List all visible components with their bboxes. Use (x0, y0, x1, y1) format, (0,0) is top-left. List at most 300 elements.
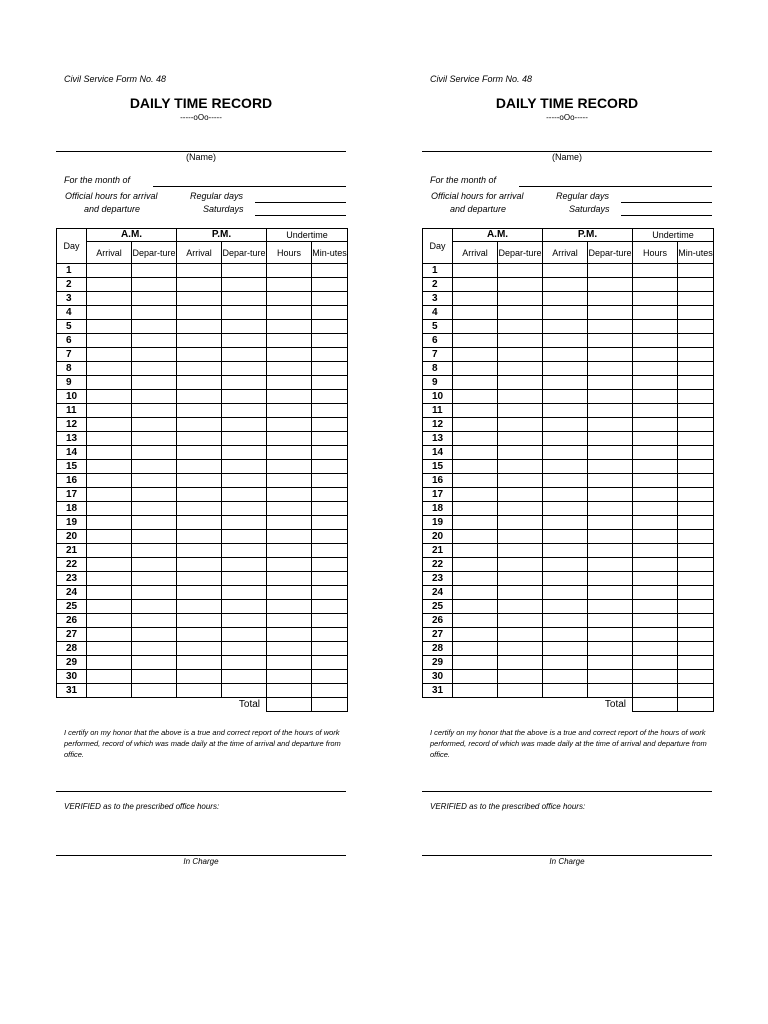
am-arrival-cell[interactable] (87, 278, 132, 292)
pm-arrival-cell[interactable] (177, 292, 222, 306)
am-arrival-cell[interactable] (87, 600, 132, 614)
undertime-minutes-cell[interactable] (312, 614, 348, 628)
am-departure-cell[interactable] (498, 628, 543, 642)
total-minutes-cell[interactable] (678, 698, 714, 712)
undertime-minutes-cell[interactable] (312, 488, 348, 502)
am-departure-cell[interactable] (132, 516, 177, 530)
pm-arrival-cell[interactable] (543, 306, 588, 320)
undertime-minutes-cell[interactable] (312, 474, 348, 488)
undertime-minutes-cell[interactable] (678, 432, 714, 446)
pm-arrival-cell[interactable] (177, 684, 222, 698)
am-departure-cell[interactable] (132, 320, 177, 334)
pm-departure-cell[interactable] (222, 530, 267, 544)
undertime-hours-cell[interactable] (633, 334, 678, 348)
am-arrival-cell[interactable] (87, 614, 132, 628)
undertime-minutes-cell[interactable] (312, 684, 348, 698)
pm-departure-cell[interactable] (588, 614, 633, 628)
undertime-hours-cell[interactable] (633, 656, 678, 670)
am-departure-cell[interactable] (132, 404, 177, 418)
undertime-minutes-cell[interactable] (678, 516, 714, 530)
am-arrival-cell[interactable] (87, 684, 132, 698)
undertime-hours-cell[interactable] (267, 334, 312, 348)
am-departure-cell[interactable] (498, 390, 543, 404)
undertime-hours-cell[interactable] (267, 432, 312, 446)
undertime-minutes-cell[interactable] (678, 628, 714, 642)
am-departure-cell[interactable] (132, 642, 177, 656)
pm-arrival-cell[interactable] (177, 502, 222, 516)
undertime-minutes-cell[interactable] (678, 306, 714, 320)
pm-arrival-cell[interactable] (543, 320, 588, 334)
pm-arrival-cell[interactable] (543, 418, 588, 432)
am-departure-cell[interactable] (132, 628, 177, 642)
total-hours-cell[interactable] (633, 698, 678, 712)
am-departure-cell[interactable] (132, 488, 177, 502)
pm-departure-cell[interactable] (588, 642, 633, 656)
employee-signature-line[interactable] (56, 791, 346, 792)
pm-arrival-cell[interactable] (177, 404, 222, 418)
pm-arrival-cell[interactable] (177, 362, 222, 376)
pm-arrival-cell[interactable] (177, 614, 222, 628)
am-departure-cell[interactable] (498, 572, 543, 586)
undertime-minutes-cell[interactable] (678, 278, 714, 292)
undertime-hours-cell[interactable] (633, 320, 678, 334)
pm-departure-cell[interactable] (588, 460, 633, 474)
undertime-hours-cell[interactable] (267, 670, 312, 684)
pm-departure-cell[interactable] (222, 306, 267, 320)
undertime-minutes-cell[interactable] (312, 376, 348, 390)
am-arrival-cell[interactable] (453, 628, 498, 642)
undertime-minutes-cell[interactable] (312, 320, 348, 334)
am-departure-cell[interactable] (498, 292, 543, 306)
undertime-minutes-cell[interactable] (312, 530, 348, 544)
am-arrival-cell[interactable] (87, 390, 132, 404)
undertime-minutes-cell[interactable] (678, 642, 714, 656)
undertime-hours-cell[interactable] (633, 278, 678, 292)
pm-departure-cell[interactable] (588, 684, 633, 698)
pm-departure-cell[interactable] (588, 656, 633, 670)
pm-arrival-cell[interactable] (177, 306, 222, 320)
pm-departure-cell[interactable] (588, 572, 633, 586)
undertime-minutes-cell[interactable] (312, 278, 348, 292)
pm-arrival-cell[interactable] (177, 320, 222, 334)
am-arrival-cell[interactable] (453, 516, 498, 530)
am-arrival-cell[interactable] (453, 432, 498, 446)
undertime-minutes-cell[interactable] (678, 390, 714, 404)
undertime-minutes-cell[interactable] (678, 320, 714, 334)
am-arrival-cell[interactable] (453, 264, 498, 278)
pm-arrival-cell[interactable] (543, 502, 588, 516)
undertime-hours-cell[interactable] (267, 600, 312, 614)
in-charge-signature-line[interactable] (56, 855, 346, 856)
pm-departure-cell[interactable] (588, 320, 633, 334)
pm-arrival-cell[interactable] (543, 446, 588, 460)
undertime-hours-cell[interactable] (633, 544, 678, 558)
am-departure-cell[interactable] (498, 418, 543, 432)
am-arrival-cell[interactable] (87, 264, 132, 278)
pm-arrival-cell[interactable] (543, 390, 588, 404)
am-arrival-cell[interactable] (87, 460, 132, 474)
pm-arrival-cell[interactable] (543, 376, 588, 390)
undertime-minutes-cell[interactable] (312, 502, 348, 516)
pm-departure-cell[interactable] (588, 278, 633, 292)
undertime-minutes-cell[interactable] (312, 544, 348, 558)
undertime-hours-cell[interactable] (267, 516, 312, 530)
pm-departure-cell[interactable] (588, 404, 633, 418)
am-departure-cell[interactable] (132, 544, 177, 558)
am-arrival-cell[interactable] (87, 376, 132, 390)
am-departure-cell[interactable] (498, 446, 543, 460)
am-arrival-cell[interactable] (87, 432, 132, 446)
am-arrival-cell[interactable] (87, 334, 132, 348)
am-departure-cell[interactable] (498, 670, 543, 684)
undertime-minutes-cell[interactable] (312, 432, 348, 446)
undertime-hours-cell[interactable] (633, 572, 678, 586)
undertime-hours-cell[interactable] (633, 404, 678, 418)
pm-arrival-cell[interactable] (177, 474, 222, 488)
pm-departure-cell[interactable] (588, 586, 633, 600)
pm-departure-cell[interactable] (222, 446, 267, 460)
undertime-hours-cell[interactable] (267, 544, 312, 558)
undertime-minutes-cell[interactable] (312, 418, 348, 432)
am-arrival-cell[interactable] (87, 544, 132, 558)
am-departure-cell[interactable] (498, 334, 543, 348)
pm-departure-cell[interactable] (222, 278, 267, 292)
pm-arrival-cell[interactable] (177, 278, 222, 292)
pm-arrival-cell[interactable] (543, 586, 588, 600)
undertime-hours-cell[interactable] (267, 348, 312, 362)
am-arrival-cell[interactable] (453, 558, 498, 572)
undertime-hours-cell[interactable] (267, 404, 312, 418)
am-arrival-cell[interactable] (453, 572, 498, 586)
am-arrival-cell[interactable] (453, 334, 498, 348)
undertime-minutes-cell[interactable] (678, 586, 714, 600)
pm-arrival-cell[interactable] (543, 628, 588, 642)
undertime-minutes-cell[interactable] (678, 418, 714, 432)
am-departure-cell[interactable] (132, 376, 177, 390)
am-arrival-cell[interactable] (87, 670, 132, 684)
am-departure-cell[interactable] (498, 278, 543, 292)
pm-arrival-cell[interactable] (543, 292, 588, 306)
pm-arrival-cell[interactable] (543, 362, 588, 376)
pm-arrival-cell[interactable] (177, 348, 222, 362)
undertime-hours-cell[interactable] (267, 642, 312, 656)
undertime-minutes-cell[interactable] (678, 460, 714, 474)
pm-departure-cell[interactable] (588, 362, 633, 376)
am-arrival-cell[interactable] (453, 642, 498, 656)
am-arrival-cell[interactable] (87, 292, 132, 306)
pm-arrival-cell[interactable] (543, 670, 588, 684)
pm-departure-cell[interactable] (588, 432, 633, 446)
am-departure-cell[interactable] (498, 642, 543, 656)
undertime-minutes-cell[interactable] (312, 572, 348, 586)
am-departure-cell[interactable] (132, 306, 177, 320)
saturdays-line[interactable] (621, 215, 712, 216)
undertime-hours-cell[interactable] (633, 586, 678, 600)
undertime-hours-cell[interactable] (267, 586, 312, 600)
undertime-hours-cell[interactable] (267, 488, 312, 502)
am-arrival-cell[interactable] (87, 474, 132, 488)
pm-arrival-cell[interactable] (177, 264, 222, 278)
undertime-hours-cell[interactable] (633, 642, 678, 656)
pm-departure-cell[interactable] (588, 264, 633, 278)
pm-arrival-cell[interactable] (177, 334, 222, 348)
undertime-hours-cell[interactable] (267, 684, 312, 698)
am-departure-cell[interactable] (132, 278, 177, 292)
am-arrival-cell[interactable] (87, 628, 132, 642)
am-departure-cell[interactable] (132, 502, 177, 516)
am-arrival-cell[interactable] (87, 502, 132, 516)
am-arrival-cell[interactable] (453, 348, 498, 362)
pm-departure-cell[interactable] (588, 670, 633, 684)
pm-arrival-cell[interactable] (543, 530, 588, 544)
am-departure-cell[interactable] (498, 530, 543, 544)
pm-arrival-cell[interactable] (543, 684, 588, 698)
undertime-hours-cell[interactable] (633, 432, 678, 446)
undertime-hours-cell[interactable] (633, 614, 678, 628)
undertime-hours-cell[interactable] (633, 376, 678, 390)
undertime-hours-cell[interactable] (633, 418, 678, 432)
pm-departure-cell[interactable] (588, 474, 633, 488)
undertime-minutes-cell[interactable] (312, 586, 348, 600)
am-departure-cell[interactable] (132, 362, 177, 376)
undertime-hours-cell[interactable] (633, 264, 678, 278)
am-arrival-cell[interactable] (87, 320, 132, 334)
undertime-hours-cell[interactable] (633, 502, 678, 516)
undertime-hours-cell[interactable] (267, 558, 312, 572)
pm-arrival-cell[interactable] (177, 656, 222, 670)
pm-departure-cell[interactable] (222, 376, 267, 390)
pm-departure-cell[interactable] (588, 348, 633, 362)
am-departure-cell[interactable] (498, 460, 543, 474)
pm-departure-cell[interactable] (222, 292, 267, 306)
am-arrival-cell[interactable] (87, 586, 132, 600)
undertime-minutes-cell[interactable] (312, 362, 348, 376)
undertime-hours-cell[interactable] (267, 278, 312, 292)
pm-departure-cell[interactable] (222, 362, 267, 376)
undertime-minutes-cell[interactable] (678, 376, 714, 390)
pm-arrival-cell[interactable] (543, 600, 588, 614)
pm-departure-cell[interactable] (588, 558, 633, 572)
am-departure-cell[interactable] (498, 404, 543, 418)
undertime-hours-cell[interactable] (267, 362, 312, 376)
am-departure-cell[interactable] (132, 558, 177, 572)
am-departure-cell[interactable] (498, 306, 543, 320)
am-arrival-cell[interactable] (453, 320, 498, 334)
undertime-hours-cell[interactable] (267, 460, 312, 474)
pm-departure-cell[interactable] (222, 474, 267, 488)
pm-arrival-cell[interactable] (543, 642, 588, 656)
am-arrival-cell[interactable] (453, 530, 498, 544)
undertime-minutes-cell[interactable] (678, 446, 714, 460)
am-arrival-cell[interactable] (87, 362, 132, 376)
pm-departure-cell[interactable] (588, 530, 633, 544)
pm-arrival-cell[interactable] (543, 614, 588, 628)
pm-departure-cell[interactable] (222, 488, 267, 502)
am-departure-cell[interactable] (498, 264, 543, 278)
am-arrival-cell[interactable] (453, 278, 498, 292)
undertime-minutes-cell[interactable] (312, 642, 348, 656)
am-arrival-cell[interactable] (87, 516, 132, 530)
undertime-hours-cell[interactable] (633, 516, 678, 530)
am-arrival-cell[interactable] (453, 376, 498, 390)
undertime-hours-cell[interactable] (633, 558, 678, 572)
am-departure-cell[interactable] (132, 292, 177, 306)
undertime-hours-cell[interactable] (267, 656, 312, 670)
pm-arrival-cell[interactable] (543, 432, 588, 446)
am-arrival-cell[interactable] (87, 572, 132, 586)
pm-arrival-cell[interactable] (543, 404, 588, 418)
undertime-hours-cell[interactable] (633, 530, 678, 544)
pm-arrival-cell[interactable] (177, 544, 222, 558)
employee-signature-line[interactable] (422, 791, 712, 792)
undertime-minutes-cell[interactable] (312, 348, 348, 362)
undertime-hours-cell[interactable] (267, 446, 312, 460)
pm-departure-cell[interactable] (222, 684, 267, 698)
am-arrival-cell[interactable] (87, 488, 132, 502)
pm-departure-cell[interactable] (588, 516, 633, 530)
am-arrival-cell[interactable] (87, 418, 132, 432)
undertime-minutes-cell[interactable] (678, 362, 714, 376)
undertime-minutes-cell[interactable] (312, 306, 348, 320)
am-departure-cell[interactable] (498, 432, 543, 446)
pm-departure-cell[interactable] (588, 418, 633, 432)
undertime-hours-cell[interactable] (267, 418, 312, 432)
pm-arrival-cell[interactable] (177, 488, 222, 502)
pm-departure-cell[interactable] (222, 614, 267, 628)
undertime-minutes-cell[interactable] (312, 516, 348, 530)
am-arrival-cell[interactable] (453, 418, 498, 432)
undertime-minutes-cell[interactable] (312, 600, 348, 614)
am-arrival-cell[interactable] (87, 558, 132, 572)
pm-arrival-cell[interactable] (543, 544, 588, 558)
am-departure-cell[interactable] (132, 586, 177, 600)
pm-arrival-cell[interactable] (543, 474, 588, 488)
undertime-hours-cell[interactable] (267, 292, 312, 306)
am-departure-cell[interactable] (498, 614, 543, 628)
undertime-minutes-cell[interactable] (312, 264, 348, 278)
pm-departure-cell[interactable] (588, 306, 633, 320)
pm-arrival-cell[interactable] (177, 418, 222, 432)
am-arrival-cell[interactable] (453, 600, 498, 614)
pm-arrival-cell[interactable] (543, 572, 588, 586)
pm-arrival-cell[interactable] (177, 628, 222, 642)
am-departure-cell[interactable] (132, 432, 177, 446)
am-departure-cell[interactable] (498, 502, 543, 516)
pm-departure-cell[interactable] (588, 390, 633, 404)
pm-departure-cell[interactable] (222, 670, 267, 684)
undertime-hours-cell[interactable] (267, 320, 312, 334)
pm-departure-cell[interactable] (588, 502, 633, 516)
undertime-minutes-cell[interactable] (312, 334, 348, 348)
pm-departure-cell[interactable] (588, 600, 633, 614)
undertime-minutes-cell[interactable] (678, 558, 714, 572)
undertime-minutes-cell[interactable] (678, 544, 714, 558)
pm-arrival-cell[interactable] (543, 348, 588, 362)
am-arrival-cell[interactable] (87, 306, 132, 320)
undertime-hours-cell[interactable] (633, 348, 678, 362)
pm-departure-cell[interactable] (222, 502, 267, 516)
pm-departure-cell[interactable] (222, 656, 267, 670)
pm-arrival-cell[interactable] (177, 600, 222, 614)
undertime-hours-cell[interactable] (633, 362, 678, 376)
undertime-hours-cell[interactable] (633, 684, 678, 698)
am-arrival-cell[interactable] (453, 446, 498, 460)
am-departure-cell[interactable] (498, 656, 543, 670)
am-arrival-cell[interactable] (453, 292, 498, 306)
pm-departure-cell[interactable] (588, 628, 633, 642)
pm-departure-cell[interactable] (222, 628, 267, 642)
am-departure-cell[interactable] (132, 530, 177, 544)
am-departure-cell[interactable] (498, 320, 543, 334)
undertime-minutes-cell[interactable] (678, 530, 714, 544)
am-departure-cell[interactable] (132, 390, 177, 404)
am-departure-cell[interactable] (132, 334, 177, 348)
am-departure-cell[interactable] (132, 264, 177, 278)
am-departure-cell[interactable] (498, 488, 543, 502)
am-arrival-cell[interactable] (87, 348, 132, 362)
am-arrival-cell[interactable] (453, 502, 498, 516)
am-arrival-cell[interactable] (453, 544, 498, 558)
am-departure-cell[interactable] (132, 670, 177, 684)
undertime-minutes-cell[interactable] (678, 488, 714, 502)
regular-days-line[interactable] (255, 202, 346, 203)
pm-arrival-cell[interactable] (543, 656, 588, 670)
pm-departure-cell[interactable] (588, 292, 633, 306)
am-departure-cell[interactable] (132, 656, 177, 670)
undertime-minutes-cell[interactable] (312, 656, 348, 670)
am-arrival-cell[interactable] (453, 306, 498, 320)
am-arrival-cell[interactable] (453, 656, 498, 670)
am-arrival-cell[interactable] (453, 614, 498, 628)
am-departure-cell[interactable] (132, 474, 177, 488)
am-arrival-cell[interactable] (453, 684, 498, 698)
pm-arrival-cell[interactable] (177, 432, 222, 446)
pm-departure-cell[interactable] (222, 390, 267, 404)
undertime-hours-cell[interactable] (267, 264, 312, 278)
undertime-hours-cell[interactable] (633, 446, 678, 460)
am-departure-cell[interactable] (132, 684, 177, 698)
pm-departure-cell[interactable] (222, 516, 267, 530)
am-departure-cell[interactable] (498, 684, 543, 698)
pm-departure-cell[interactable] (222, 264, 267, 278)
undertime-hours-cell[interactable] (633, 390, 678, 404)
undertime-hours-cell[interactable] (267, 390, 312, 404)
undertime-minutes-cell[interactable] (312, 292, 348, 306)
am-departure-cell[interactable] (132, 460, 177, 474)
am-arrival-cell[interactable] (453, 488, 498, 502)
am-departure-cell[interactable] (498, 516, 543, 530)
pm-arrival-cell[interactable] (177, 376, 222, 390)
pm-arrival-cell[interactable] (177, 642, 222, 656)
am-departure-cell[interactable] (132, 418, 177, 432)
am-departure-cell[interactable] (132, 572, 177, 586)
pm-arrival-cell[interactable] (543, 460, 588, 474)
am-departure-cell[interactable] (132, 614, 177, 628)
undertime-hours-cell[interactable] (267, 614, 312, 628)
undertime-minutes-cell[interactable] (312, 558, 348, 572)
pm-departure-cell[interactable] (588, 544, 633, 558)
undertime-minutes-cell[interactable] (312, 670, 348, 684)
pm-departure-cell[interactable] (222, 432, 267, 446)
pm-departure-cell[interactable] (222, 348, 267, 362)
pm-departure-cell[interactable] (222, 418, 267, 432)
am-arrival-cell[interactable] (87, 446, 132, 460)
undertime-hours-cell[interactable] (267, 572, 312, 586)
undertime-hours-cell[interactable] (267, 474, 312, 488)
pm-departure-cell[interactable] (222, 642, 267, 656)
undertime-minutes-cell[interactable] (678, 502, 714, 516)
pm-departure-cell[interactable] (222, 586, 267, 600)
